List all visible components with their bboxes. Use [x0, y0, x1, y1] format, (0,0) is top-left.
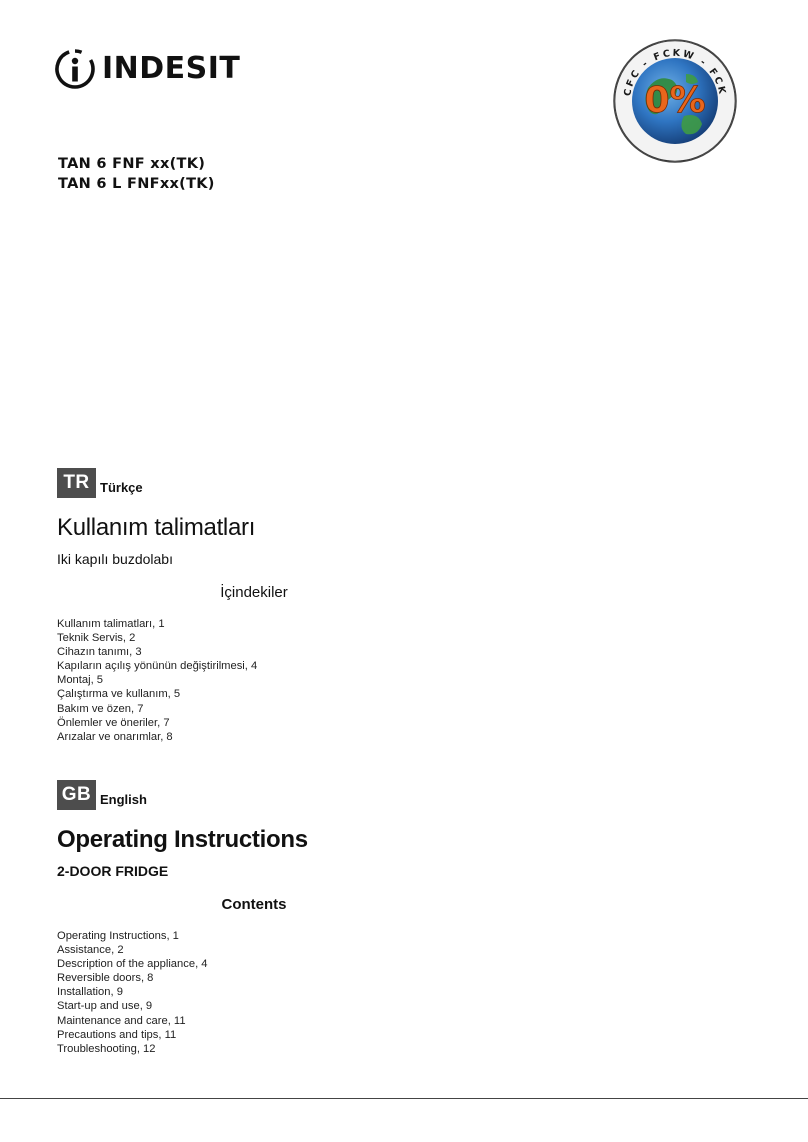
contents-item: Operating Instructions, 1 [57, 930, 179, 942]
contents-heading: Contents [221, 896, 287, 913]
section-english [57, 780, 757, 1056]
contents-item: Description of the appliance, 4 [57, 958, 208, 971]
document-subtitle: Iki kapılı buzdolabı [57, 551, 173, 567]
model-number: TAN 6 FNF xx(TK) [58, 156, 206, 172]
contents-item: Start-up and use, 9 [57, 1000, 153, 1013]
contents-item: Cihazın tanımı, 3 [57, 646, 142, 659]
language-code-box: TR [57, 468, 96, 498]
contents-item: Installation, 9 [57, 986, 123, 999]
language-header [57, 780, 757, 810]
brand-name: INDESIT [102, 51, 241, 86]
language-header [57, 468, 757, 498]
model-number: TAN 6 L FNFxx(TK) [58, 176, 215, 192]
contents-item: Maintenance and care, 11 [57, 1014, 186, 1027]
badge-center-text: 0% [644, 80, 706, 121]
badge-ring-text: CFC - FCKW - FCK [622, 47, 728, 98]
indesit-i-icon [55, 48, 95, 90]
contents-item: Montaj, 5 [57, 674, 104, 687]
contents-list [57, 929, 757, 1056]
contents-item: Troubleshooting, 12 [57, 1042, 156, 1055]
contents-item: Arızalar ve onarımlar, 8 [57, 730, 173, 743]
contents-heading: İçindekiler [220, 584, 288, 601]
language-name: English [100, 792, 147, 807]
cfc-free-badge [612, 38, 738, 164]
contents-item: Çalıştırma ve kullanım, 5 [57, 688, 181, 701]
contents-item: Bakım ve özen, 7 [57, 702, 144, 715]
contents-item: Kapıların açılış yönünün değiştirilmesi, 4 [57, 660, 258, 673]
contents-item: Reversible doors, 8 [57, 972, 154, 985]
model-numbers [58, 154, 215, 194]
contents-item: Precautions and tips, 11 [57, 1028, 177, 1041]
document-title: Operating Instructions [57, 826, 308, 853]
document-subtitle: 2-DOOR FRIDGE [57, 863, 169, 879]
section-turkish [57, 468, 757, 744]
language-code-box: GB [57, 780, 96, 810]
contents-item: Önlemler ve öneriler, 7 [57, 716, 170, 729]
contents-item: Kullanım talimatları, 1 [57, 618, 165, 630]
indesit-logo [55, 48, 240, 90]
contents-list [57, 617, 757, 744]
contents-item: Teknik Servis, 2 [57, 632, 136, 645]
document-title: Kullanım talimatları [57, 514, 256, 541]
bottom-divider [0, 1098, 808, 1099]
contents-item: Assistance, 2 [57, 944, 124, 957]
language-name: Türkçe [100, 480, 143, 495]
